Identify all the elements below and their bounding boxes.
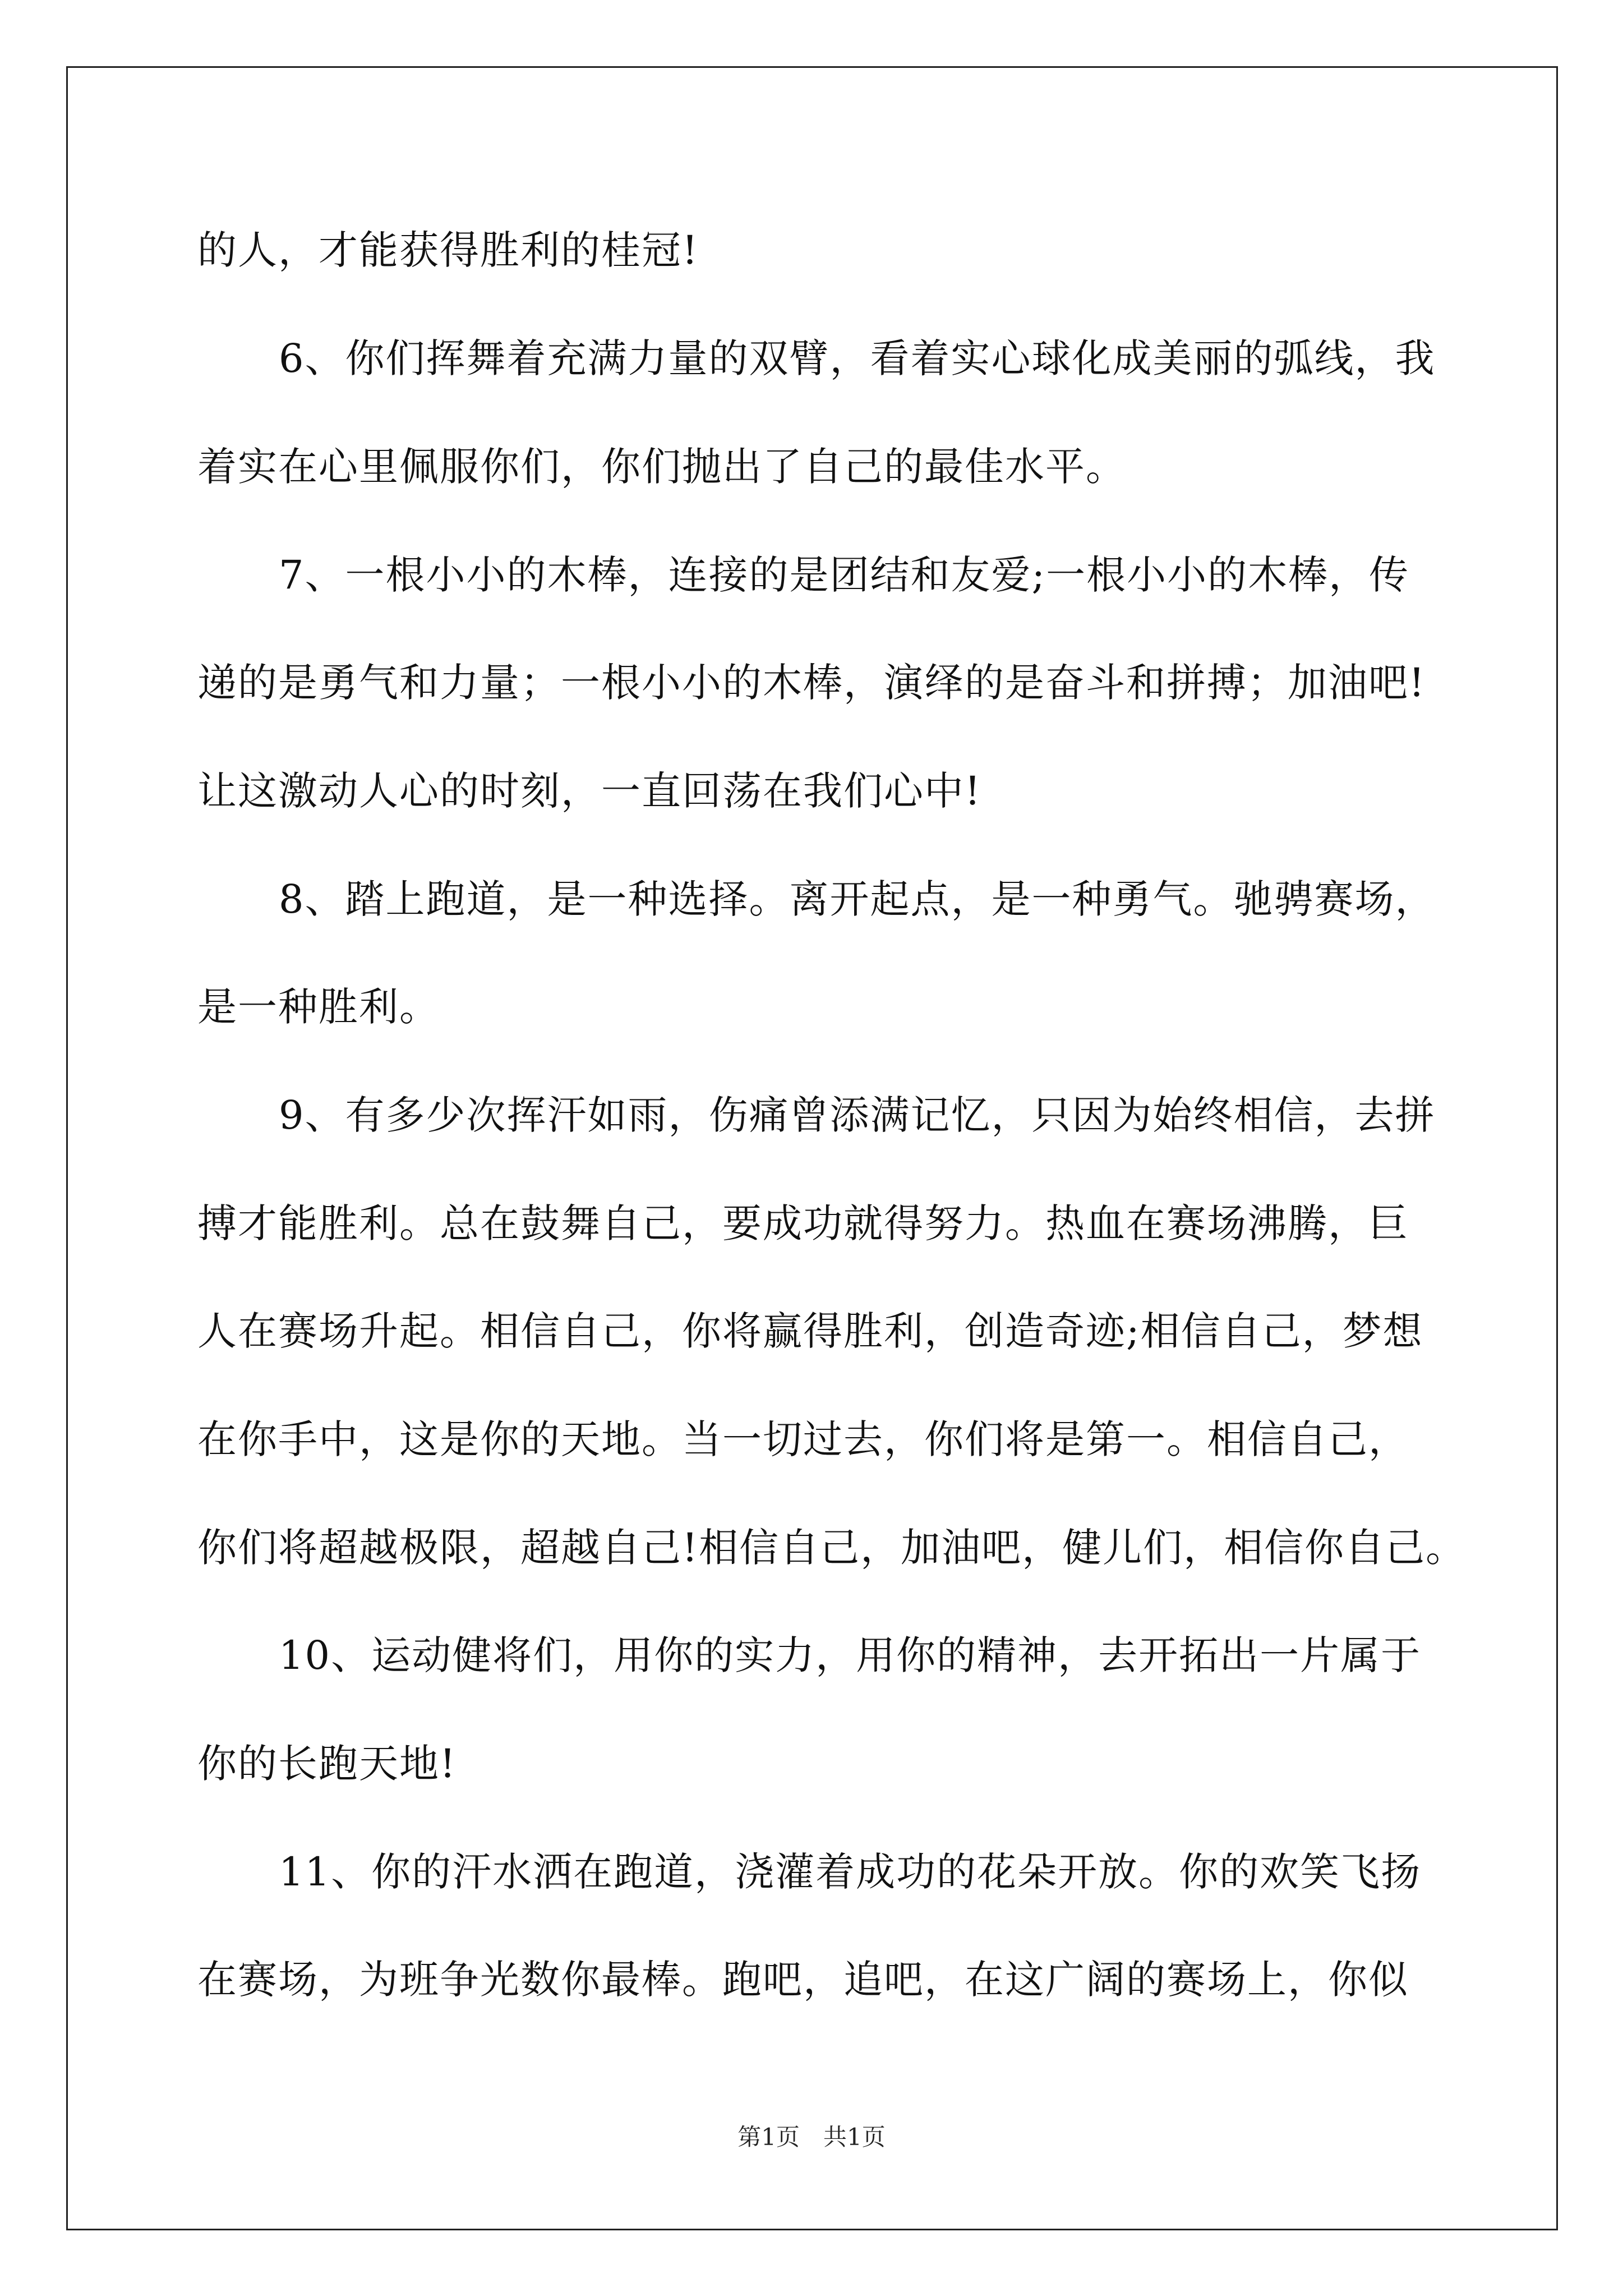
paragraph-7-line-3: 让这激动人心的时刻，一直回荡在我们心中! (197, 768, 982, 814)
paragraph-10-line-1: 10、运动健将们，用你的实力，用你的精神，去开拓出一片属于 (279, 1632, 1422, 1678)
paragraph-9-line-3: 人在赛场升起。相信自己，你将赢得胜利，创造奇迹;相信自己，梦想 (197, 1308, 1423, 1354)
paragraph-9-line-1: 9、有多少次挥汗如雨，伤痛曾添满记忆，只因为始终相信，去拼 (279, 1092, 1436, 1138)
paragraph-9-line-5: 你们将超越极限，超越自己!相信自己，加油吧，健儿们，相信你自己。 (197, 1525, 1467, 1571)
paragraph-7-line-1: 7、一根小小的木棒，连接的是团结和友爱;一根小小的木棒，传 (279, 552, 1410, 598)
paragraph-6-line-1: 6、你们挥舞着充满力量的双臂，看着实心球化成美丽的弧线，我 (279, 335, 1436, 381)
text-line: 的人，才能获得胜利的桂冠! (197, 227, 699, 273)
paragraph-11-line-1: 11、你的汗水洒在跑道，浇灌着成功的花朵开放。你的欢笑飞扬 (279, 1849, 1422, 1895)
paragraph-9-line-2: 搏才能胜利。总在鼓舞自己，要成功就得努力。热血在赛场沸腾，巨 (197, 1200, 1409, 1246)
paragraph-9-line-4: 在你手中，这是你的天地。当一切过去，你们将是第一。相信自己， (197, 1416, 1409, 1462)
paragraph-8-line-2: 是一种胜利。 (197, 984, 440, 1030)
paragraph-8-line-1: 8、踏上跑道，是一种选择。离开起点，是一种勇气。驰骋赛场， (279, 876, 1436, 922)
paragraph-7-line-2: 递的是勇气和力量；一根小小的木棒，演绎的是奋斗和拼搏；加油吧! (197, 660, 1426, 706)
paragraph-10-line-2: 你的长跑天地! (197, 1741, 457, 1787)
paragraph-11-line-2: 在赛场，为班争光数你最棒。跑吧，追吧，在这广阔的赛场上，你似 (197, 1957, 1409, 2003)
page-border (66, 66, 1558, 2230)
page-number: 第1页 共1页 (737, 2123, 886, 2151)
paragraph-6-line-2: 着实在心里佩服你们，你们抛出了自己的最佳水平。 (197, 444, 1126, 490)
